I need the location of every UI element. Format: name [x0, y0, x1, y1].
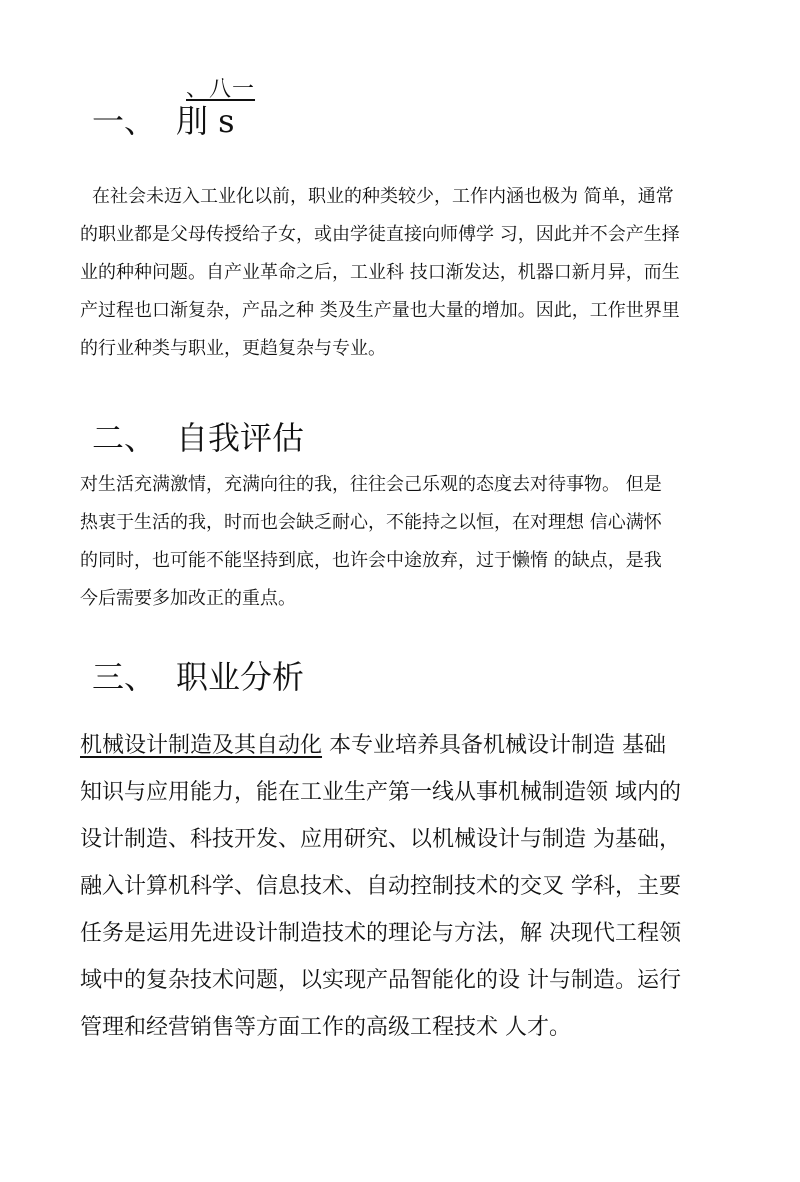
- paragraph-line: 对生活充满激情，充满向往的我，往往会己乐观的态度去对待事物。 但是: [80, 474, 662, 495]
- section-3-heading: [92, 652, 304, 698]
- top-mark: 、八一: [186, 77, 256, 102]
- section-2-title: 自我评估: [176, 419, 305, 457]
- major-name-underlined: 机械设计制造及其自动化: [80, 733, 323, 758]
- paragraph-line: 热衷于生活的我，时而也会缺乏耐心，不能持之以恒，在对理想 信心满怀: [80, 512, 662, 533]
- paragraph-line: 知识与应用能力，能在工业生产第一线从事机械制造领 域内的: [80, 780, 681, 805]
- section-2-number: 二、: [92, 419, 157, 457]
- paragraph-line: 的同时，也可能不能坚持到底，也许会中途放弃，过于懒惰 的缺点，是我: [80, 550, 662, 571]
- paragraph-line: 产过程也口渐复杂，产品之种 类及生产量也大量的增加。因此，工作世界里: [80, 300, 680, 321]
- paragraph-line: 设计制造、科技开发、应用研究、以机械设计与制造 为基础，: [80, 827, 681, 852]
- paragraph-line: 业的种种问题。自产业革命之后，工业科 技口渐发达，机器口新月异，而生: [80, 262, 680, 283]
- paragraph-line: 任务是运用先进设计制造技术的理论与方法，解 决现代工程领: [80, 921, 681, 946]
- section-3-paragraph: [80, 722, 681, 1051]
- section-1-number: 一、: [92, 102, 157, 140]
- section-1-heading: [92, 96, 235, 142]
- paragraph-line: 融入计算机科学、信息技术、自动控制技术的交叉 学科，主要: [80, 874, 681, 899]
- paragraph-line: [80, 722, 681, 769]
- paragraph-line: 今后需要多加改正的重点。: [80, 588, 296, 609]
- paragraph-line: 域中的复杂技术问题，以实现产品智能化的设 计与制造。运行: [80, 968, 681, 993]
- section-3-number: 三、: [92, 658, 157, 696]
- paragraph-line: 管理和经营销售等方面工作的高级工程技术 人才。: [80, 1015, 571, 1040]
- section-1-paragraph: [80, 178, 680, 368]
- paragraph-line: 在社会未迈入工业化以前，职业的种类较少，工作内涵也极为 简单，通常: [92, 186, 674, 207]
- section-1-title: 刖 s: [176, 102, 235, 140]
- paragraph-line: 的职业都是父母传授给子女，或由学徒直接向师傅学 习，因此并不会产生择: [80, 224, 680, 245]
- section-3-title: 职业分析: [176, 658, 305, 696]
- section-2-paragraph: [80, 466, 662, 618]
- paragraph-line: 的行业种类与职业，更趋复杂与专业。: [80, 338, 386, 359]
- section-2-heading: [92, 413, 304, 459]
- first-line-rest: 本专业培养具备机械设计制造 基础: [322, 733, 667, 758]
